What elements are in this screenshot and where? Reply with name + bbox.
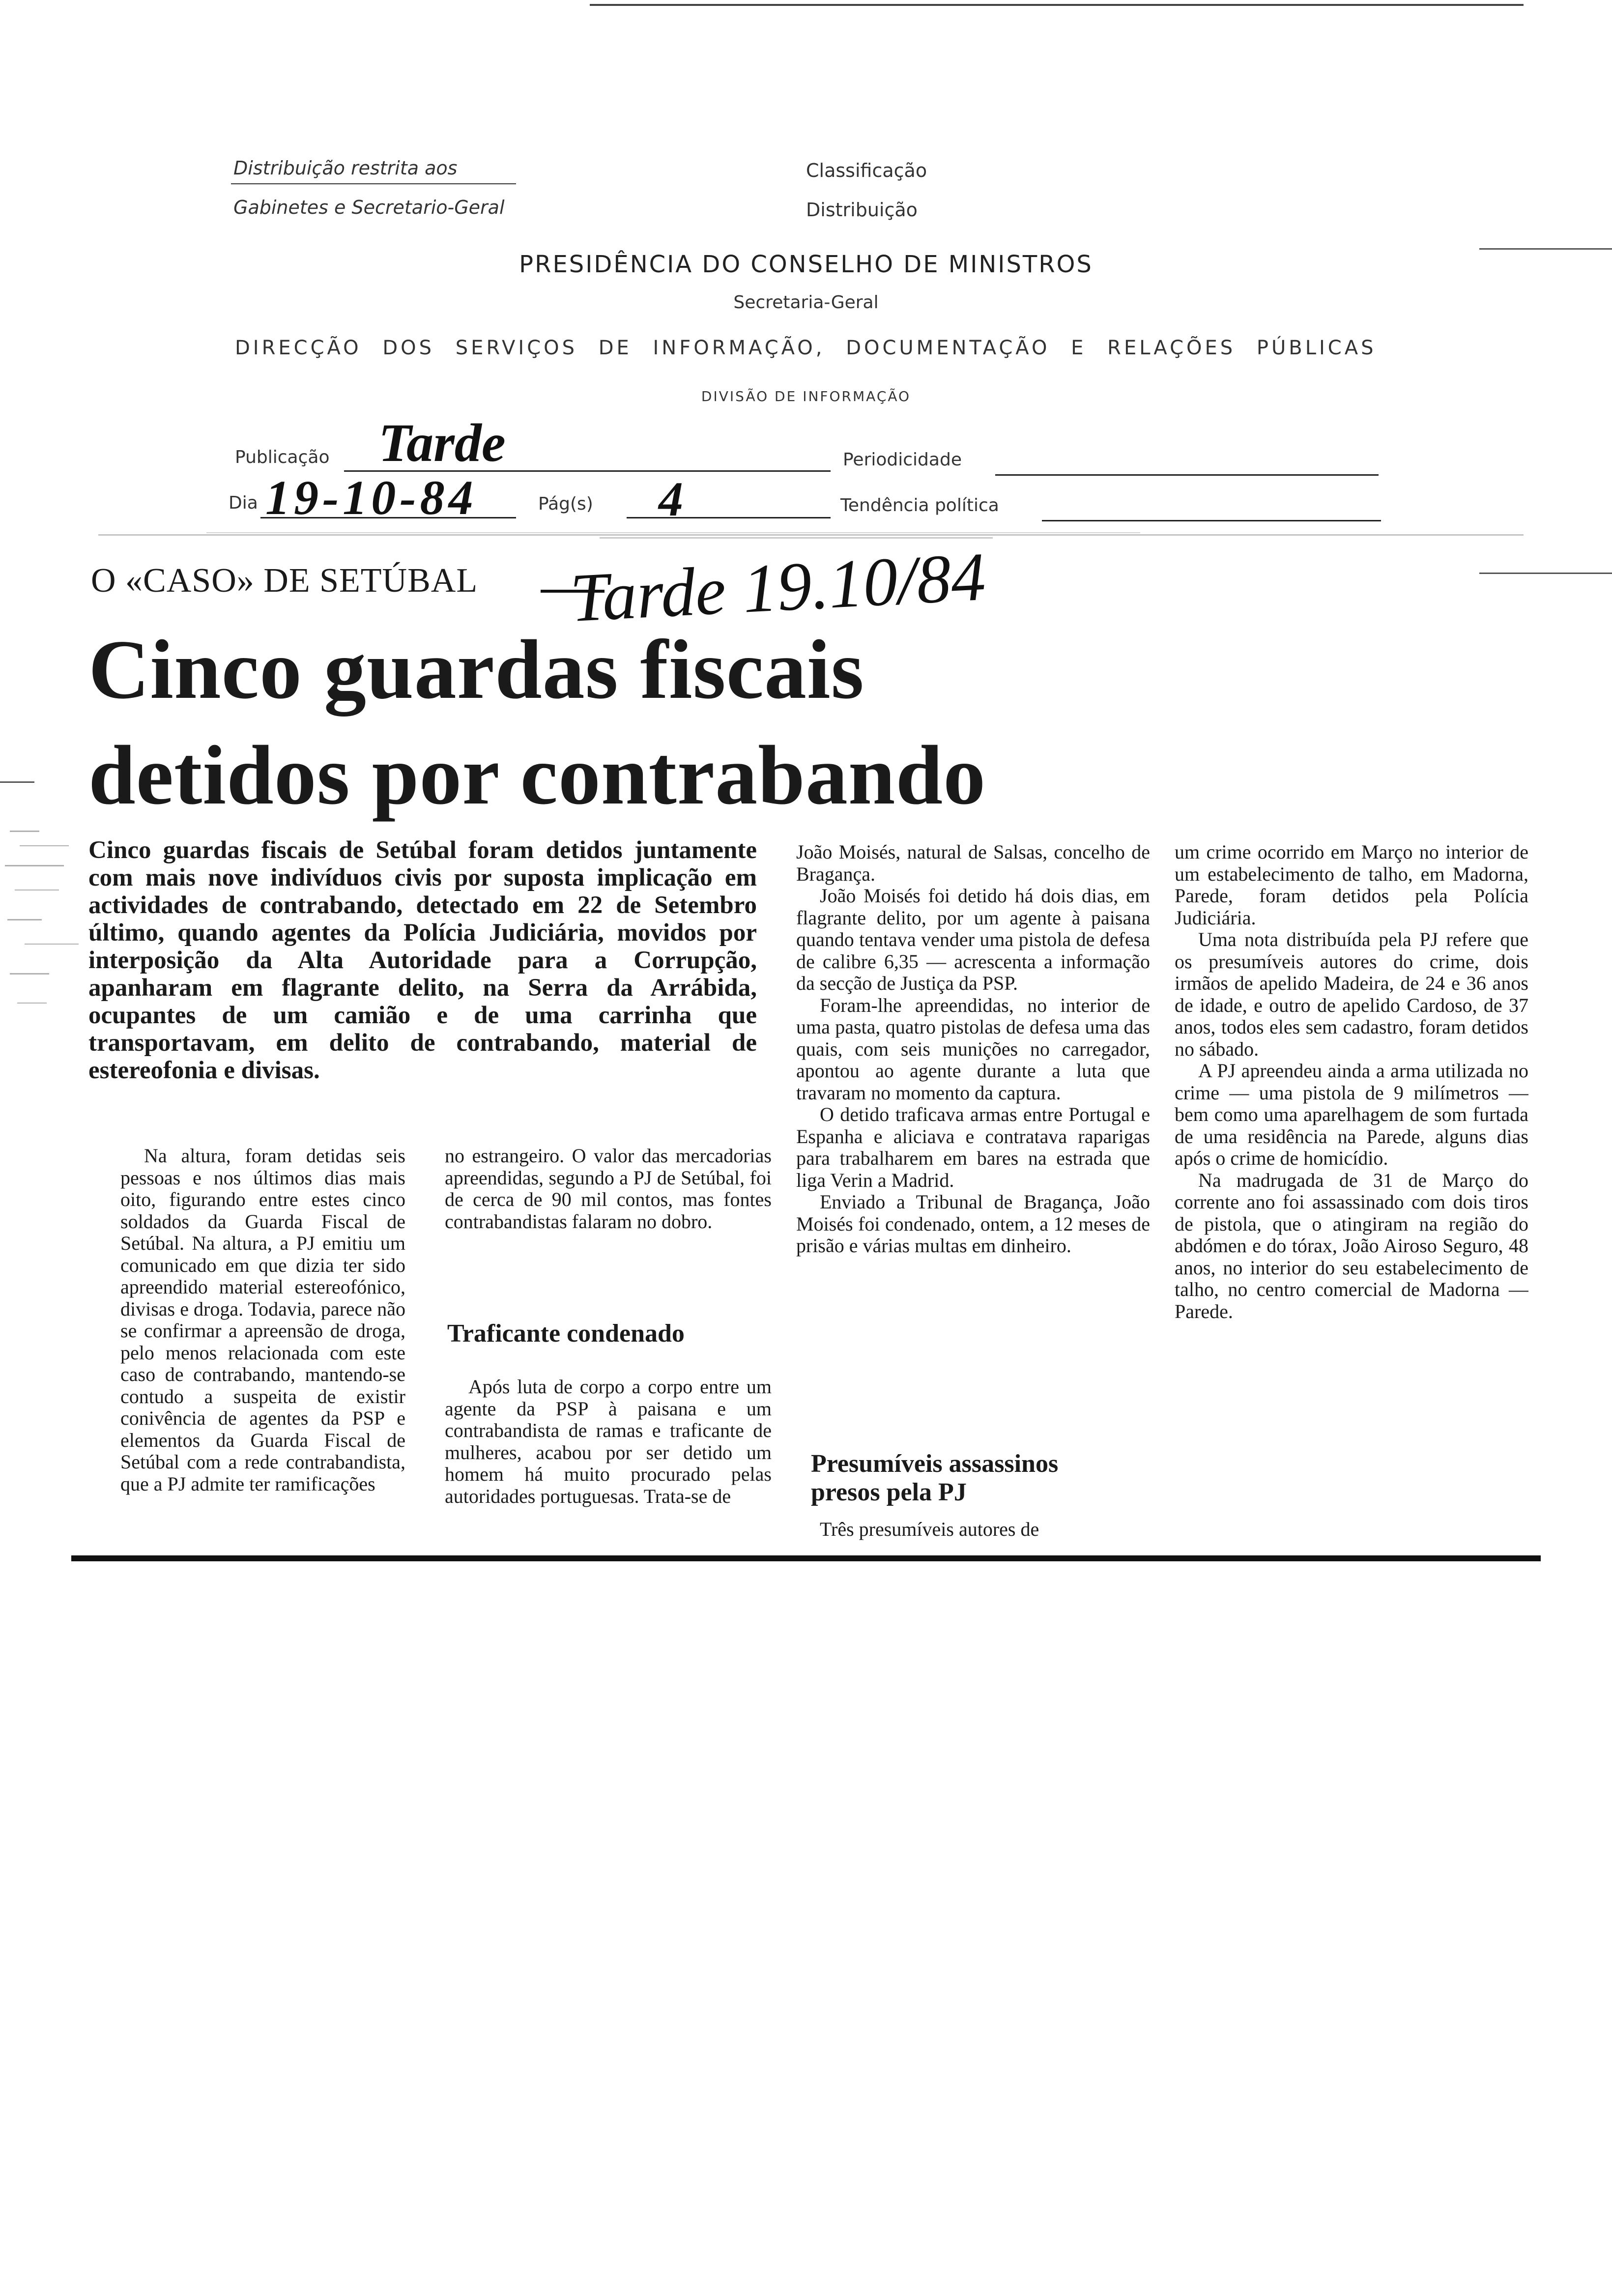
col2-paragraph: no estrangeiro. O valor das mercadorias apreendidas, segundo a PJ de Setúbal, foi de cerca de 90 mil contos, mas fontes contrabandistas falaram no dobro. bbox=[445, 1145, 772, 1233]
restricted-underline bbox=[231, 183, 516, 184]
classification-label: Classificação bbox=[806, 160, 927, 181]
col3-paragraph: Foram-lhe apreendidas, no interior de uma pasta, quatro pistolas de defesa uma das quais, com seis munições no carregador, apontou ao agente durante a luta que travaram no momento da captura. bbox=[796, 994, 1150, 1104]
article-bottom-rule bbox=[71, 1555, 1541, 1561]
day-underline bbox=[260, 517, 516, 518]
publication-value: Tarde bbox=[378, 413, 506, 473]
scan-noise-band bbox=[59, 528, 1524, 548]
pages-label: Pág(s) bbox=[538, 494, 593, 514]
scan-edge-line bbox=[1479, 573, 1612, 574]
restricted-distribution-line-1: Distribuição restrita aos bbox=[233, 157, 458, 179]
col4-paragraph: Uma nota distribuída pela PJ refere que os presumíveis autores do crime, dois irmãos de apelido Madeira, de 24 e 36 anos de idade, e outro de apelido Cardoso, de 37 anos, todos eles sem cadastro, foram detidos no sábado. bbox=[1175, 928, 1528, 1060]
col2-paragraph: Após luta de corpo a corpo entre um agente da PSP à paisana e um contrabandista de ramas e traficante de mulheres, acabou por ser detido um homem há muito procurado pelas autoridades portuguesas. Trata-se de bbox=[445, 1376, 772, 1507]
headline-line-1: Cinco guardas fiscais bbox=[88, 623, 864, 717]
col4-paragraph: A PJ apreendeu ainda a arma utilizada no crime — uma pistola de 9 milímetros — bem como uma aparelhagem de som furtada de uma residência na Parede, alguns dias após o crime de homicídio. bbox=[1175, 1060, 1528, 1169]
col4-paragraph: Na madrugada de 31 de Março do corrente ano foi assassinado com dois tiros de pistola, que o atingiram na região do abdómen e do tórax, João Airoso Seguro, 48 anos, no interior do seu estabelecimento de talho, no centro comercial de Madorna — Parede. bbox=[1175, 1169, 1528, 1322]
pages-underline bbox=[627, 517, 831, 518]
directorate: DIRECÇÃO DOS SERVIÇOS DE INFORMAÇÃO, DOCUMENTAÇÃO E RELAÇÕES PÚBLICAS bbox=[235, 337, 1377, 359]
scan-edge-line bbox=[590, 4, 1524, 6]
tendency-underline bbox=[1042, 520, 1381, 521]
article-column-1 bbox=[120, 1145, 405, 1536]
col3-paragraph: João Moisés foi detido há dois dias, em flagrante delito, por um agente à paisana quando tentava vender uma pistola de defesa de calibre 6,35 — acrescenta a informação da secção de Justiça da PSP. bbox=[796, 885, 1150, 994]
org-title: PRESIDÊNCIA DO CONSELHO DE MINISTROS bbox=[519, 251, 1093, 278]
secretariat: Secretaria-Geral bbox=[733, 292, 879, 313]
col4-paragraph: um crime ocorrido em Março no interior de um estabelecimento de talho, em Madorna, Parede, foram detidos pela Polícia Judiciária. bbox=[1175, 841, 1528, 929]
col3-paragraph: Três presumíveis autores de bbox=[820, 1519, 1039, 1540]
article-column-3 bbox=[796, 841, 1150, 1425]
distribution-label: Distribuição bbox=[806, 199, 918, 221]
political-tendency-label: Tendência política bbox=[840, 495, 999, 516]
article-lead: Cinco guardas fiscais de Setúbal foram detidos juntamente com mais nove indivíduos civis por suposta implicação em actividades de contrabando, detectado em 22 de Setembro último, quando agentes da Polícia Judiciária, movidos por interposição da Alta Autoridade para a Corrupção, apanharam em flagrante delito, na Serra da Arrábida, ocupantes de um camião e de uma carrinha que transportavam, em delito de contrabando, material de estereofonia e divisas. bbox=[88, 836, 757, 1084]
subhead-presumiveis: Presumíveis assassinos presos pela PJ bbox=[811, 1450, 1059, 1506]
scan-noise-left bbox=[0, 826, 88, 1037]
article-column-2 bbox=[445, 1145, 772, 1258]
col3-paragraph: Enviado a Tribunal de Bragança, João Moisés foi condenado, ontem, a 12 meses de prisão e várias multas em dinheiro. bbox=[796, 1191, 1150, 1257]
day-label: Dia bbox=[229, 493, 258, 513]
article-kicker: O «CASO» DE SETÚBAL bbox=[91, 562, 478, 600]
day-value: 19-10-84 bbox=[265, 470, 477, 525]
headline-line-2: detidos por contrabando bbox=[88, 729, 986, 822]
scan-edge-line bbox=[0, 781, 34, 783]
col3-paragraph: João Moisés, natural de Salsas, concelho de Bragança. bbox=[796, 841, 1150, 885]
division: DIVISÃO DE INFORMAÇÃO bbox=[701, 388, 911, 404]
col1-paragraph: Na altura, foram detidas seis pessoas e nos últimos dias mais oito, figurando entre estes cinco soldados da Guarda Fiscal de Setúbal. Na altura, a PJ emitiu um comunicado em que dizia ter sido apreendido material estereofónico, divisas e droga. Todavia, parece não se confirmar a apreensão de droga, pelo menos relacionada com este caso de contrabando, mantendo-se contudo a suspeita de existir conivência de agentes da PSP e elementos da Guarda Fiscal de Setúbal com a rede contrabandista, que a PJ admite ter ramificações bbox=[120, 1145, 405, 1495]
periodicity-label: Periodicidade bbox=[843, 450, 962, 470]
article-column-3b bbox=[796, 1519, 1150, 1543]
col3-paragraph: O detido traficava armas entre Portugal e Espanha e aliciava e contratava raparigas para trabalharem em bares na estrada que liga Verin a Madrid. bbox=[796, 1103, 1150, 1191]
publication-label: Publicação bbox=[235, 447, 330, 467]
restricted-distribution-line-2: Gabinetes e Secretario-Geral bbox=[233, 197, 505, 218]
pages-value: 4 bbox=[659, 472, 683, 526]
article-column-4 bbox=[1175, 841, 1528, 1549]
article-column-2b bbox=[445, 1376, 772, 1536]
scan-edge-line bbox=[1479, 248, 1612, 250]
subhead-traficante: Traficante condenado bbox=[447, 1320, 685, 1348]
handwritten-margin-note: Tarde 19.10/84 bbox=[568, 538, 987, 637]
periodicity-underline bbox=[995, 474, 1379, 476]
